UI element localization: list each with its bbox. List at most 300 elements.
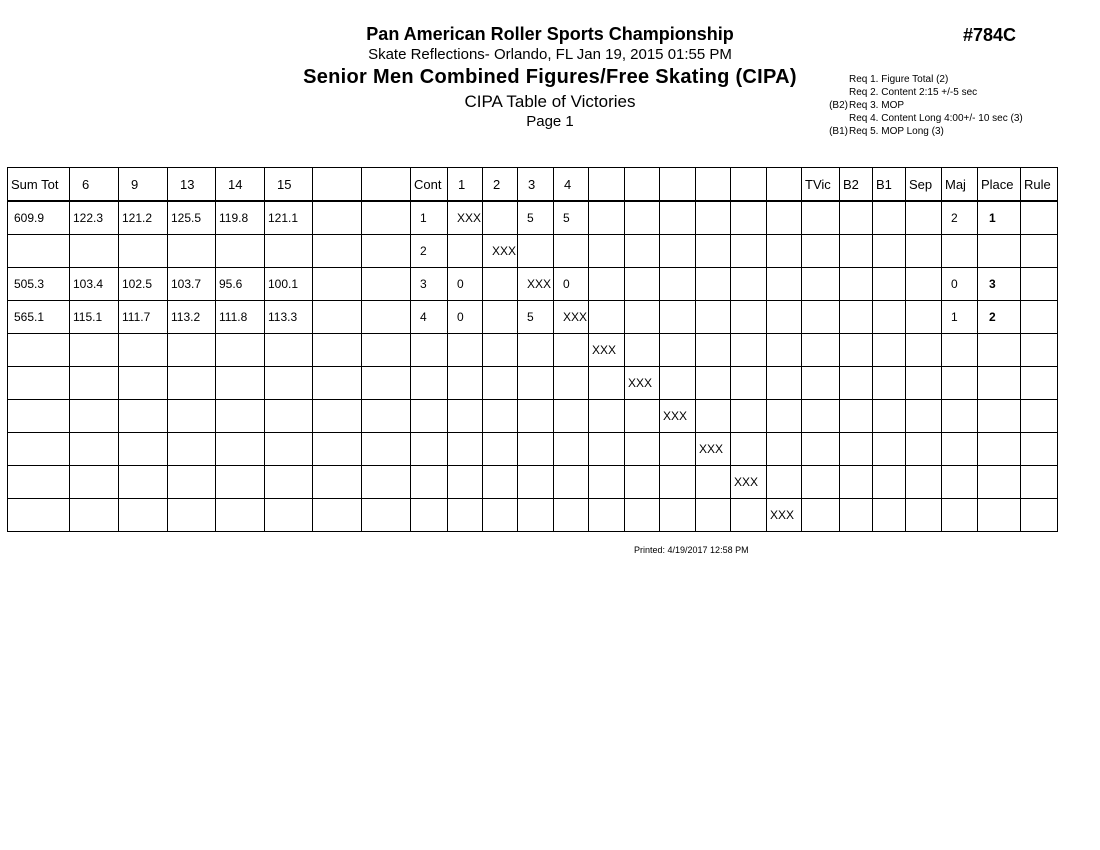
table-cell <box>589 433 625 466</box>
table-cell <box>554 400 589 433</box>
table-cell <box>411 400 448 433</box>
column-header: TVic <box>802 168 840 202</box>
table-cell <box>660 367 696 400</box>
table-cell: 2 <box>978 301 1021 334</box>
column-header: 4 <box>554 168 589 202</box>
table-cell <box>448 466 483 499</box>
table-cell: 1 <box>411 201 448 235</box>
table-cell <box>411 466 448 499</box>
table-cell <box>1021 268 1058 301</box>
table-cell <box>731 433 767 466</box>
table-cell <box>554 334 589 367</box>
table-cell <box>1021 301 1058 334</box>
table-cell <box>362 334 411 367</box>
table-cell <box>906 433 942 466</box>
table-cell <box>483 466 518 499</box>
table-cell <box>313 367 362 400</box>
table-cell <box>978 367 1021 400</box>
table-cell <box>802 466 840 499</box>
table-cell <box>313 466 362 499</box>
column-header: Cont <box>411 168 448 202</box>
event-code: #784C <box>963 25 1017 45</box>
table-cell <box>731 201 767 235</box>
table-cell: 111.7 <box>119 301 168 334</box>
table-cell <box>313 201 362 235</box>
table-cell <box>906 235 942 268</box>
table-cell <box>8 499 70 532</box>
table-cell <box>265 400 313 433</box>
table-cell <box>119 334 168 367</box>
table-cell <box>840 466 873 499</box>
table-cell <box>554 235 589 268</box>
table-cell <box>362 201 411 235</box>
table-cell <box>873 268 906 301</box>
table-cell <box>840 334 873 367</box>
table-cell <box>840 201 873 235</box>
table-cell: XXX <box>696 433 731 466</box>
table-cell <box>873 235 906 268</box>
table-cell <box>1021 334 1058 367</box>
table-cell: 0 <box>942 268 978 301</box>
page-title: Senior Men Combined Figures/Free Skating (CIPA) <box>303 66 797 88</box>
table-cell <box>873 201 906 235</box>
table-cell <box>696 268 731 301</box>
table-row <box>8 334 1058 367</box>
table-cell: 0 <box>554 268 589 301</box>
table-cell <box>660 201 696 235</box>
table-cell: 113.2 <box>168 301 216 334</box>
table-cell <box>873 334 906 367</box>
table-cell <box>802 268 840 301</box>
table-cell <box>802 499 840 532</box>
table-row <box>8 301 1058 334</box>
table-cell: 115.1 <box>70 301 119 334</box>
table-cell <box>362 367 411 400</box>
table-cell <box>216 466 265 499</box>
requirement-prefix: (B1) <box>829 126 848 137</box>
table-cell <box>168 499 216 532</box>
table-cell <box>483 499 518 532</box>
table-cell <box>696 499 731 532</box>
column-header <box>767 168 802 202</box>
table-cell <box>265 466 313 499</box>
table-cell <box>554 466 589 499</box>
table-row <box>8 235 1058 268</box>
table-cell <box>696 334 731 367</box>
table-cell <box>265 367 313 400</box>
printed-timestamp: Printed: 4/19/2017 12:58 PM <box>634 545 749 555</box>
table-row <box>8 466 1058 499</box>
table-cell <box>168 433 216 466</box>
table-cell <box>70 367 119 400</box>
table-cell <box>767 334 802 367</box>
table-cell <box>216 400 265 433</box>
table-cell <box>873 499 906 532</box>
column-header: 13 <box>168 168 216 202</box>
table-cell <box>362 499 411 532</box>
table-cell <box>448 499 483 532</box>
table-cell <box>313 301 362 334</box>
table-cell <box>696 400 731 433</box>
column-header: B2 <box>840 168 873 202</box>
table-cell <box>589 499 625 532</box>
table-cell <box>942 334 978 367</box>
table-cell <box>411 433 448 466</box>
table-cell: 565.1 <box>8 301 70 334</box>
table-cell: 0 <box>448 301 483 334</box>
table-cell <box>696 367 731 400</box>
table-cell <box>119 235 168 268</box>
table-cell: 103.4 <box>70 268 119 301</box>
table-cell: XXX <box>625 367 660 400</box>
table-cell <box>168 235 216 268</box>
table-cell <box>840 367 873 400</box>
table-cell <box>802 400 840 433</box>
table-cell: 95.6 <box>216 268 265 301</box>
table-cell <box>767 235 802 268</box>
table-cell <box>70 499 119 532</box>
table-cell <box>1021 201 1058 235</box>
column-header <box>589 168 625 202</box>
table-cell <box>483 367 518 400</box>
table-cell <box>168 367 216 400</box>
table-cell <box>589 466 625 499</box>
table-cell <box>767 301 802 334</box>
table-cell <box>589 367 625 400</box>
table-cell <box>978 400 1021 433</box>
table-cell <box>313 433 362 466</box>
table-cell <box>767 367 802 400</box>
table-cell <box>978 334 1021 367</box>
table-cell <box>906 466 942 499</box>
table-cell <box>313 334 362 367</box>
table-cell <box>216 334 265 367</box>
table-cell <box>978 235 1021 268</box>
table-cell <box>8 466 70 499</box>
table-cell: 2 <box>942 201 978 235</box>
table-cell <box>1021 499 1058 532</box>
table-cell <box>589 201 625 235</box>
table-cell: 102.5 <box>119 268 168 301</box>
table-cell <box>1021 433 1058 466</box>
table-cell <box>906 268 942 301</box>
table-cell <box>265 235 313 268</box>
table-cell: XXX <box>731 466 767 499</box>
table-cell: XXX <box>554 301 589 334</box>
table-cell <box>216 235 265 268</box>
table-row <box>8 499 1058 532</box>
table-cell <box>70 400 119 433</box>
table-cell <box>265 334 313 367</box>
table-cell <box>660 334 696 367</box>
table-cell <box>518 400 554 433</box>
column-header <box>696 168 731 202</box>
table-cell <box>660 466 696 499</box>
table-cell <box>518 466 554 499</box>
table-cell <box>625 433 660 466</box>
table-cell <box>625 334 660 367</box>
table-cell <box>8 433 70 466</box>
table-cell <box>1021 400 1058 433</box>
table-cell <box>265 499 313 532</box>
table-cell: 125.5 <box>168 201 216 235</box>
table-cell <box>518 499 554 532</box>
table-cell <box>313 400 362 433</box>
table-cell: 2 <box>411 235 448 268</box>
table-cell: XXX <box>589 334 625 367</box>
table-cell: 3 <box>411 268 448 301</box>
table-cell <box>483 334 518 367</box>
report-subtitle: CIPA Table of Victories <box>464 92 636 111</box>
table-cell <box>119 466 168 499</box>
table-cell <box>942 400 978 433</box>
table-cell <box>802 301 840 334</box>
venue-datetime: Skate Reflections- Orlando, FL Jan 19, 2015 01:55 PM <box>368 46 732 63</box>
table-cell <box>873 301 906 334</box>
table-row <box>8 433 1058 466</box>
table-cell <box>767 466 802 499</box>
table-cell <box>589 268 625 301</box>
table-cell <box>802 201 840 235</box>
table-cell <box>216 499 265 532</box>
table-cell <box>840 235 873 268</box>
table-cell <box>767 268 802 301</box>
event-title: Pan American Roller Sports Championship <box>366 24 734 44</box>
table-cell <box>873 400 906 433</box>
table-cell <box>168 334 216 367</box>
table-cell <box>625 268 660 301</box>
table-cell <box>660 499 696 532</box>
table-cell <box>978 466 1021 499</box>
table-cell <box>840 268 873 301</box>
table-cell <box>8 334 70 367</box>
table-cell: 121.1 <box>265 201 313 235</box>
requirement-prefix: (B2) <box>829 100 848 111</box>
table-cell: 3 <box>978 268 1021 301</box>
table-cell <box>554 499 589 532</box>
column-header <box>731 168 767 202</box>
table-cell <box>8 400 70 433</box>
table-cell <box>840 499 873 532</box>
table-cell <box>906 400 942 433</box>
column-header <box>362 168 411 202</box>
table-cell <box>313 268 362 301</box>
table-cell <box>1021 466 1058 499</box>
column-header: 9 <box>119 168 168 202</box>
table-cell: 122.3 <box>70 201 119 235</box>
table-cell <box>119 367 168 400</box>
table-cell <box>448 367 483 400</box>
table-cell <box>483 301 518 334</box>
table-cell <box>942 235 978 268</box>
column-header: 15 <box>265 168 313 202</box>
column-header: 1 <box>448 168 483 202</box>
table-cell <box>265 433 313 466</box>
column-header <box>313 168 362 202</box>
table-cell <box>731 301 767 334</box>
table-cell: 1 <box>978 201 1021 235</box>
table-cell <box>625 466 660 499</box>
table-cell <box>411 367 448 400</box>
table-cell <box>70 235 119 268</box>
table-cell: 505.3 <box>8 268 70 301</box>
table-cell <box>483 400 518 433</box>
table-cell <box>767 400 802 433</box>
table-cell <box>731 499 767 532</box>
table-row <box>8 268 1058 301</box>
column-header <box>625 168 660 202</box>
column-header: B1 <box>873 168 906 202</box>
table-cell <box>802 235 840 268</box>
table-cell: 4 <box>411 301 448 334</box>
table-cell <box>216 367 265 400</box>
table-cell <box>873 367 906 400</box>
table-cell <box>1021 235 1058 268</box>
table-cell <box>70 466 119 499</box>
table-cell <box>216 433 265 466</box>
table-cell <box>660 301 696 334</box>
table-header-row <box>8 168 1058 202</box>
column-header: 3 <box>518 168 554 202</box>
table-cell <box>660 433 696 466</box>
column-header: Place <box>978 168 1021 202</box>
table-cell <box>731 400 767 433</box>
table-cell <box>731 367 767 400</box>
table-cell <box>483 201 518 235</box>
table-cell <box>802 433 840 466</box>
table-cell <box>625 235 660 268</box>
table-cell: XXX <box>660 400 696 433</box>
table-cell <box>362 268 411 301</box>
table-cell <box>696 201 731 235</box>
table-cell <box>906 301 942 334</box>
table-cell <box>518 235 554 268</box>
table-cell <box>589 235 625 268</box>
requirement-text: Req 2. Content 2:15 +/-5 sec <box>849 87 978 98</box>
column-header: Rule <box>1021 168 1058 202</box>
table-cell <box>802 367 840 400</box>
table-cell <box>554 433 589 466</box>
table-cell <box>313 499 362 532</box>
table-cell <box>411 334 448 367</box>
table-cell <box>942 499 978 532</box>
table-cell: XXX <box>448 201 483 235</box>
table-cell: 113.3 <box>265 301 313 334</box>
table-cell <box>168 400 216 433</box>
table-cell <box>767 201 802 235</box>
table-cell <box>8 367 70 400</box>
table-cell <box>411 499 448 532</box>
victories-table <box>7 167 1058 532</box>
table-cell <box>978 499 1021 532</box>
table-cell: 103.7 <box>168 268 216 301</box>
column-header: Sep <box>906 168 942 202</box>
table-cell <box>660 268 696 301</box>
table-cell <box>362 400 411 433</box>
table-cell: 5 <box>518 301 554 334</box>
column-header: Maj <box>942 168 978 202</box>
table-cell: 111.8 <box>216 301 265 334</box>
table-cell <box>362 466 411 499</box>
table-cell <box>362 235 411 268</box>
table-cell <box>168 466 216 499</box>
table-cell: XXX <box>483 235 518 268</box>
table-cell <box>483 268 518 301</box>
table-cell <box>767 433 802 466</box>
table-cell: 100.1 <box>265 268 313 301</box>
table-cell <box>70 433 119 466</box>
column-header: 6 <box>70 168 119 202</box>
table-cell <box>906 201 942 235</box>
column-header: Sum Tot <box>8 168 70 202</box>
table-cell: 609.9 <box>8 201 70 235</box>
table-cell <box>731 334 767 367</box>
table-cell <box>625 301 660 334</box>
table-cell <box>313 235 362 268</box>
table-cell <box>696 466 731 499</box>
table-cell: 5 <box>518 201 554 235</box>
table-cell <box>70 334 119 367</box>
table-cell <box>906 334 942 367</box>
requirement-text: Req 1. Figure Total (2) <box>849 74 949 85</box>
table-cell <box>448 235 483 268</box>
table-cell <box>518 433 554 466</box>
table-cell <box>119 433 168 466</box>
table-cell <box>448 334 483 367</box>
table-cell <box>840 433 873 466</box>
column-header: 14 <box>216 168 265 202</box>
table-cell <box>660 235 696 268</box>
table-cell <box>448 433 483 466</box>
table-cell: 119.8 <box>216 201 265 235</box>
page-number: Page 1 <box>526 113 574 130</box>
table-cell <box>873 466 906 499</box>
table-cell <box>731 268 767 301</box>
table-cell <box>119 400 168 433</box>
table-cell <box>448 400 483 433</box>
table-cell <box>554 367 589 400</box>
table-cell: XXX <box>518 268 554 301</box>
table-row <box>8 367 1058 400</box>
table-cell <box>119 499 168 532</box>
table-cell: 5 <box>554 201 589 235</box>
table-cell <box>802 334 840 367</box>
table-row <box>8 400 1058 433</box>
table-cell: 0 <box>448 268 483 301</box>
table-cell: 1 <box>942 301 978 334</box>
table-cell <box>362 301 411 334</box>
table-cell <box>906 499 942 532</box>
table-cell <box>696 301 731 334</box>
table-cell <box>906 367 942 400</box>
table-cell <box>518 334 554 367</box>
column-header <box>660 168 696 202</box>
table-cell: 121.2 <box>119 201 168 235</box>
table-cell <box>840 301 873 334</box>
table-cell <box>8 235 70 268</box>
table-cell <box>625 201 660 235</box>
table-cell <box>978 433 1021 466</box>
requirement-text: Req 5. MOP Long (3) <box>849 126 944 137</box>
table-cell <box>625 499 660 532</box>
table-cell <box>589 301 625 334</box>
table-cell <box>589 400 625 433</box>
table-cell <box>625 400 660 433</box>
table-cell <box>518 367 554 400</box>
table-cell <box>942 367 978 400</box>
table-cell <box>942 466 978 499</box>
table-cell <box>483 433 518 466</box>
